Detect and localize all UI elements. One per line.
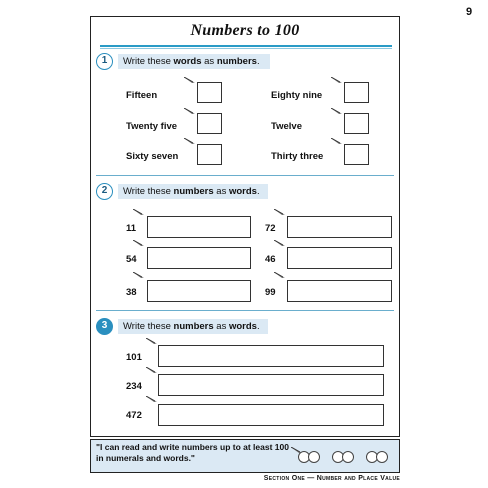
q2-number-label: 46 — [265, 254, 276, 265]
page-title: Numbers to 100 — [190, 22, 300, 39]
pencil-icon — [133, 209, 145, 216]
pencil-icon — [331, 77, 343, 84]
instruction-text: as — [201, 56, 217, 67]
question-1-number: 1 — [96, 53, 113, 70]
pencil-icon — [274, 272, 286, 279]
pencil-icon — [133, 240, 145, 247]
q1-answer-box[interactable] — [344, 144, 369, 165]
instruction-text: Write these — [123, 321, 174, 332]
pencil-icon — [146, 367, 158, 374]
q3-number-label: 101 — [126, 352, 142, 363]
q3-answer-box[interactable] — [158, 404, 384, 426]
q1-word-label: Sixty seven — [126, 151, 179, 162]
question-3-number: 3 — [96, 318, 113, 335]
q1-word-label: Eighty nine — [271, 90, 323, 101]
instruction-bold: numbers — [173, 321, 214, 332]
q2-answer-box[interactable] — [147, 247, 251, 269]
question-3-instruction — [118, 319, 268, 334]
instruction-text: . — [256, 186, 260, 197]
q3-number-label: 234 — [126, 381, 142, 392]
q1-answer-box[interactable] — [197, 144, 222, 165]
title-rule — [100, 45, 392, 47]
q3-number-label: 472 — [126, 410, 142, 421]
q2-number-label: 11 — [126, 223, 137, 234]
section-divider — [96, 310, 394, 311]
self-assessment-statement: "I can read and write numbers up to at least 100 in numerals and words." — [96, 442, 289, 463]
instruction-bold: words — [173, 56, 202, 67]
q1-word-label: Fifteen — [126, 90, 158, 101]
q2-answer-box[interactable] — [287, 247, 392, 269]
neutral-face-icon-circle[interactable] — [342, 451, 354, 463]
q1-answer-box[interactable] — [197, 113, 222, 134]
pencil-icon — [184, 77, 196, 84]
instruction-bold: numbers — [216, 56, 257, 67]
instruction-bold: words — [228, 186, 257, 197]
q2-answer-box[interactable] — [287, 280, 392, 302]
pencil-icon — [274, 209, 286, 216]
q1-answer-box[interactable] — [344, 82, 369, 103]
q2-number-label: 99 — [265, 287, 276, 298]
section-divider — [96, 175, 394, 176]
q1-word-label: Twelve — [271, 121, 302, 132]
pencil-icon — [274, 240, 286, 247]
sad-face-icon-circle[interactable] — [308, 451, 320, 463]
question-1-instruction — [118, 54, 270, 69]
q1-word-label: Twenty five — [126, 121, 178, 132]
pencil-icon — [331, 108, 343, 115]
q1-word-label: Thirty three — [271, 151, 324, 162]
section-footer: Section One — Number and Place Value — [263, 475, 400, 482]
instruction-bold: words — [228, 321, 257, 332]
happy-face-icon-circle[interactable] — [376, 451, 388, 463]
title-rule-thin — [100, 48, 392, 49]
q3-answer-box[interactable] — [158, 374, 384, 396]
instruction-text: . — [256, 321, 260, 332]
q1-answer-box[interactable] — [197, 82, 222, 103]
q2-number-label: 38 — [126, 287, 137, 298]
pencil-icon — [184, 108, 196, 115]
pencil-icon — [133, 272, 145, 279]
instruction-text: Write these — [123, 56, 174, 67]
q2-answer-box[interactable] — [147, 216, 251, 238]
pencil-icon — [146, 396, 158, 403]
q3-answer-box[interactable] — [158, 345, 384, 367]
pencil-icon — [184, 138, 196, 145]
q1-answer-box[interactable] — [344, 113, 369, 134]
q2-number-label: 72 — [265, 223, 276, 234]
q2-answer-box[interactable] — [287, 216, 392, 238]
instruction-bold: numbers — [173, 186, 214, 197]
pencil-icon — [146, 338, 158, 345]
question-2-number: 2 — [96, 183, 113, 200]
instruction-text: . — [256, 56, 260, 67]
q2-number-label: 54 — [126, 254, 137, 265]
question-2-instruction — [118, 184, 268, 199]
pencil-icon — [331, 138, 343, 145]
instruction-text: as — [213, 321, 229, 332]
q2-answer-box[interactable] — [147, 280, 251, 302]
instruction-text: Write these — [123, 186, 174, 197]
instruction-text: as — [213, 186, 229, 197]
page-number: 9 — [466, 6, 473, 18]
